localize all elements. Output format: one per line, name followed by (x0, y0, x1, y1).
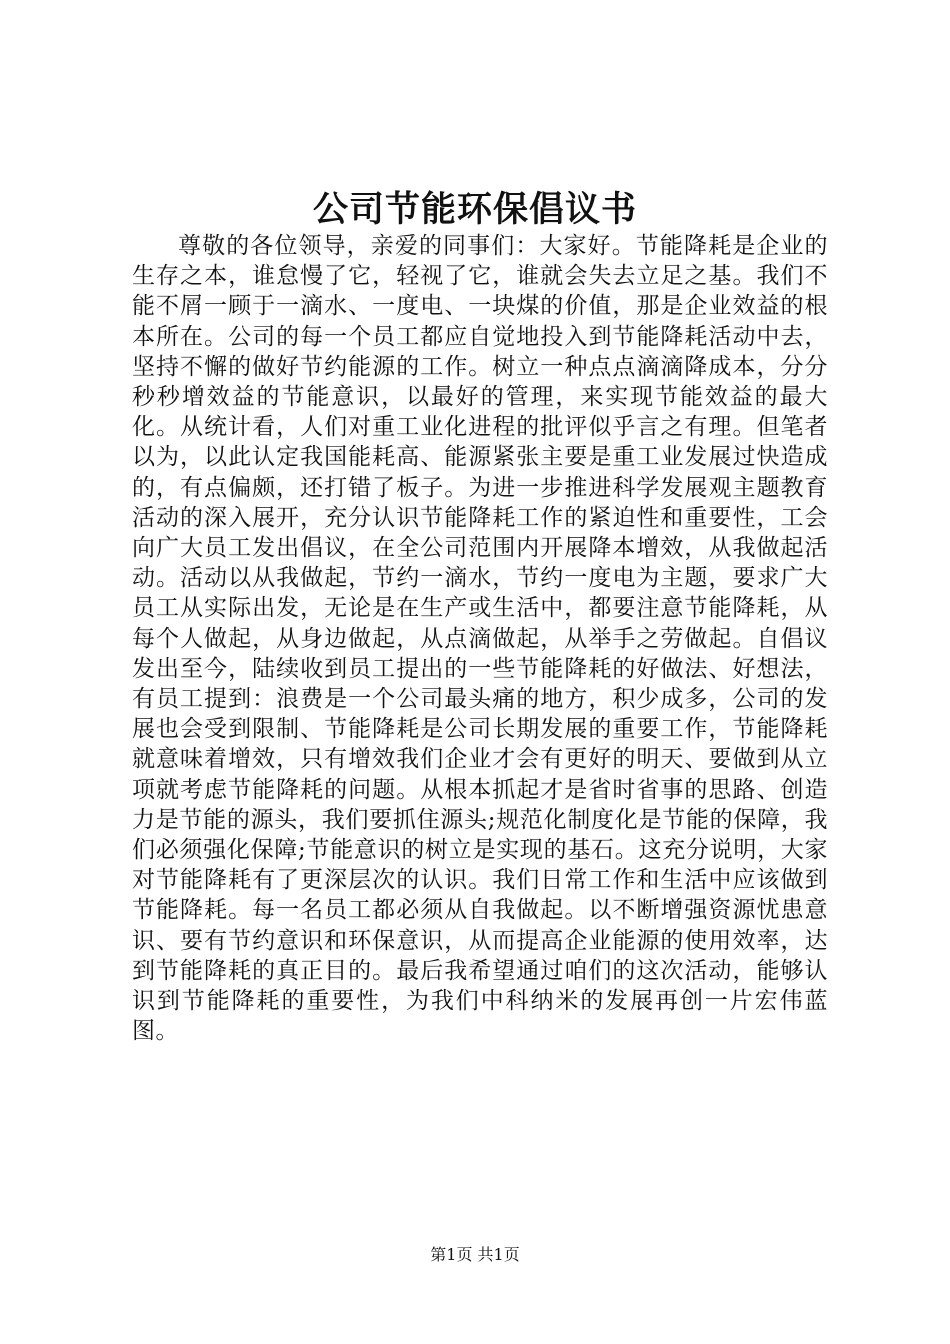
document-title: 公司节能环保倡议书 (312, 190, 637, 230)
page-footer: 第1页 共1页 (430, 1245, 520, 1264)
document-body-paragraph: 尊敬的各位领导，亲爱的同事们：大家好。节能降耗是企业的生存之本，谁怠慢了它，轻视了它，谁就会失去立足之基。我们不能不屑一顾于一滴水、一度电、一块煤的价值，那是企业效益的根本所在。公司的每一个员工都应自觉地投入到节能降耗活动中去，坚持不懈的做好节约能源的工作。树立一种点点滴滴降成本，分分秒秒增效益的节能意识，以最好的管理，来实现节能效益的最大化。从统计看，人们对重工业化进程的批评似乎言之有理。但笔者以为，以此认定我国能耗高、能源紧张主要是重工业发展过快造成的，有点偏颇，还打错了板子。为进一步推进科学发展观主题教育活动的深入展开，充分认识节能降耗工作的紧迫性和重要性，工会向广大员工发出倡议，在全公司范围内开展降本增效，从我做起活动。活动以从我做起，节约一滴水，节约一度电为主题，要求广大员工从实际出发，无论是在生产或生活中，都要注意节能降耗，从每个人做起，从身边做起，从点滴做起，从举手之劳做起。自倡议发出至今，陆续收到员工提出的一些节能降耗的好做法、好想法，有员工提到：浪费是一个公司最头痛的地方，积少成多，公司的发展也会受到限制、节能降耗是公司长期发展的重要工作，节能降耗就意味着增效，只有增效我们企业才会有更好的明天、要做到从立项就考虑节能降耗的问题。从根本抓起才是省时省事的思路、创造力是节能的源头，我们要抓住源头;规范化制度化是节能的保障，我们必须强化保障;节能意识的树立是实现的基石。这充分说明，大家对节能降耗有了更深层次的认识。我们日常工作和生活中应该做到节能降耗。每一名员工都必须从自我做起。以不断增强资源忧患意识、要有节约意识和环保意识，从而提高企业能源的使用效率，达到节能降耗的真正目的。最后我希望通过咱们的这次活动，能够认识到节能降耗的重要性，为我们中科纳米的发展再创一片宏伟蓝图。 (132, 233, 828, 1045)
